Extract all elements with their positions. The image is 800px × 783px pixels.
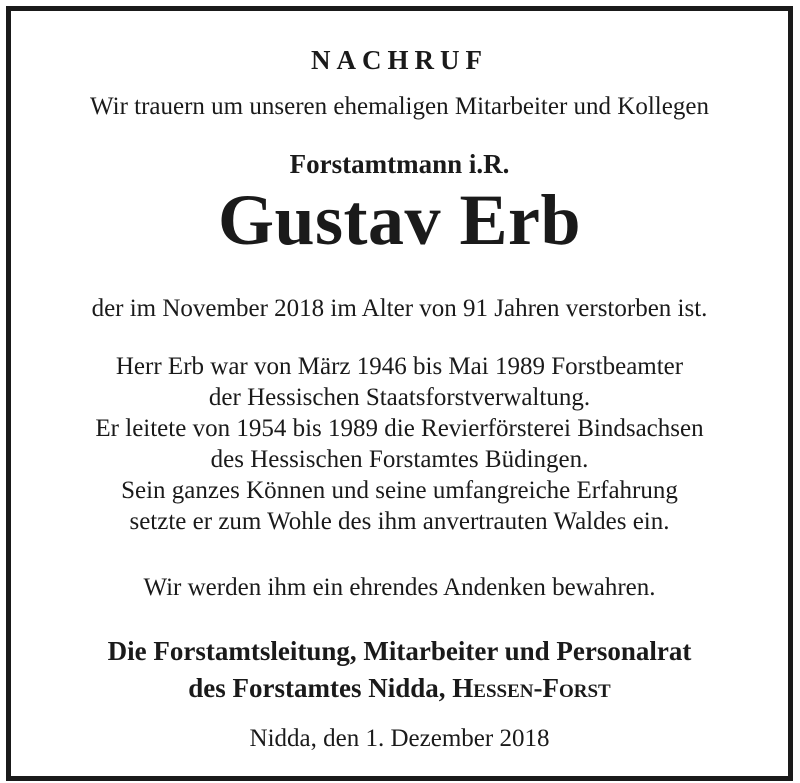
intro-text: Wir trauern um unseren ehemaligen Mitarbeiter und Kollegen <box>90 93 709 120</box>
organization-name: Hessen-Forst <box>452 673 611 703</box>
signature-line-1: Die Forstamtsleitung, Mitarbeiter und Personalrat <box>107 636 692 666</box>
biography-line: setzte er zum Wohle des ihm anvertrauten Waldes ein. <box>129 508 670 535</box>
death-notice-text: der im November 2018 im Alter von 91 Jahren verstorben ist. <box>91 295 708 322</box>
place-and-date: Nidda, den 1. Dezember 2018 <box>249 725 550 752</box>
deceased-rank: Forstamtmann i.R. <box>289 149 510 179</box>
biography-block <box>11 351 788 537</box>
notice-heading: NACHRUF <box>311 45 488 75</box>
biography-line: des Hessischen Forstamtes Büdingen. <box>210 446 589 473</box>
deceased-name: Gustav Erb <box>217 180 582 260</box>
biography-line: Sein ganzes Können und seine umfangreiche Erfahrung <box>121 477 678 504</box>
signature-prefix: des Forstamtes Nidda, <box>188 673 453 703</box>
biography-line: der Hessischen Staatsforstverwaltung. <box>208 384 591 411</box>
closing-statement: Wir werden ihm ein ehrendes Andenken bewahren. <box>143 574 656 601</box>
obituary-frame <box>6 6 793 781</box>
biography-line: Er leitete von 1954 bis 1989 die Revierförsterei Bindsachsen <box>95 415 704 442</box>
biography-line: Herr Erb war von März 1946 bis Mai 1989 Forstbeamter <box>115 353 684 380</box>
signature-line-2 <box>11 673 788 704</box>
